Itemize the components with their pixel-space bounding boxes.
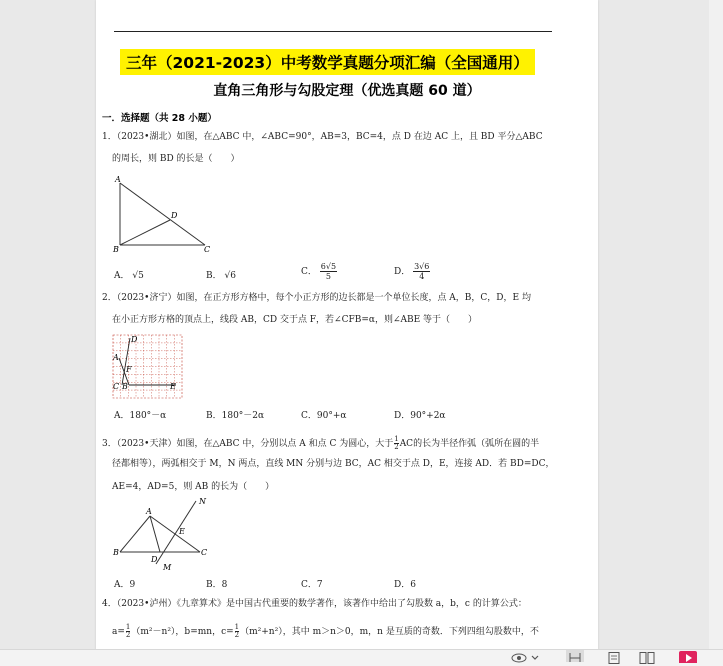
- play-icon[interactable]: [679, 651, 697, 663]
- q2-figure: [112, 334, 184, 402]
- q1-label-d: D: [171, 211, 178, 220]
- q2-label-b: B: [122, 382, 128, 391]
- q4-line2: a= $\frac{1}{2}$ （m²－n²），b=mn，c= $\frac{1}{2}$ （m²+n²），其中 m＞n＞0，m，n 是互质的奇数．下列四组勾股数中，不: [112, 623, 539, 639]
- single-page-icon[interactable]: [607, 652, 621, 664]
- q3-line1: 3．（2023•天津）如图，在△ABC 中，分别以点 A 和点 C 为圆心，大于 $\frac{1}{2}$ AC的长为半径作弧（弧所在圆的半: [102, 435, 540, 451]
- q1-line2: 的周长，则 BD 的长是（ ）: [112, 154, 240, 164]
- q1-option-c: C． $\frac{6√5}{5}$: [301, 262, 337, 281]
- q3-option-b: B．8: [206, 580, 228, 590]
- q1-label-c: C: [204, 245, 211, 254]
- q3-option-a: A．9: [114, 580, 136, 590]
- q3-label-a: A: [146, 507, 152, 516]
- q3-label-e: E: [179, 527, 185, 536]
- q3-line2: 径都相等），两弧相交于 M，N 两点，直线 MN 分别与边 BC，AC 相交于点 D，E，连接 AD．若 BD=DC，: [112, 459, 555, 469]
- q2-option-a: A．180°－α: [114, 411, 167, 421]
- q2-option-c: C．90°+α: [301, 411, 347, 421]
- q3-label-n: N: [199, 497, 206, 506]
- q3-label-d: D: [151, 555, 158, 564]
- q4-line1: 4．（2023•泸州）《九章算术》是中国古代重要的数学著作，该著作中给出了勾股数 a，b，c 的计算公式：: [102, 599, 527, 609]
- q1-line1: 1．（2023•湖北）如图，在△ABC 中，∠ABC=90°，AB=3，BC=4，点 D 在边 AC 上，且 BD 平分△ABC: [102, 132, 543, 142]
- document-subtitle: 直角三角形与勾股定理（优选真题 60 道）: [213, 83, 481, 99]
- q2-option-d: D．90°+2α: [394, 411, 446, 421]
- q1-label-b: B: [113, 245, 119, 254]
- q2-label-f: F: [126, 365, 132, 374]
- header-rule: [114, 31, 552, 32]
- q3-option-c: C．7: [301, 580, 323, 590]
- q1-figure: [110, 175, 220, 255]
- q1-label-a: A: [115, 175, 121, 184]
- q3-label-m: M: [163, 563, 172, 572]
- q3-label-c: C: [201, 548, 208, 557]
- vertical-scrollbar[interactable]: [709, 0, 723, 650]
- q2-option-b: B．180°－2α: [206, 411, 265, 421]
- q2-label-a: A: [113, 353, 119, 362]
- two-page-icon[interactable]: [639, 652, 655, 664]
- document-title: 三年（2021-2023）中考数学真题分项汇编（全国通用）: [120, 49, 535, 75]
- fit-page-icon[interactable]: [566, 650, 584, 662]
- q3-figure: [110, 494, 210, 574]
- q1-option-d: D． $\frac{3√6}{4}$: [394, 262, 430, 281]
- q1-option-b: B． √6: [206, 271, 236, 281]
- q2-line2: 在小正方形方格的顶点上，线段 AB，CD 交于点 F，若∠CFB=α，则∠ABE 等于（ ）: [112, 315, 478, 325]
- q2-label-d: D: [131, 335, 138, 344]
- q2-label-e: E: [170, 382, 176, 391]
- left-margin: [0, 0, 96, 650]
- section-heading: 一．选择题（共 28 小题）: [102, 113, 217, 124]
- q1-option-a: A． √5: [114, 271, 144, 281]
- q3-line3: AE=4，AD=5，则 AB 的长为（ ）: [112, 482, 275, 492]
- q2-label-c: C: [113, 382, 120, 391]
- q2-line1: 2．（2023•济宁）如图，在正方形方格中，每个小正方形的边长都是一个单位长度，点 A，B，C，D，E 均: [102, 293, 531, 303]
- q3-label-b: B: [113, 548, 119, 557]
- q3-option-d: D．6: [394, 580, 416, 590]
- chevron-down-icon[interactable]: [530, 652, 540, 664]
- status-bar: [0, 649, 723, 666]
- eye-icon[interactable]: [511, 652, 527, 664]
- document-page: [96, 0, 598, 650]
